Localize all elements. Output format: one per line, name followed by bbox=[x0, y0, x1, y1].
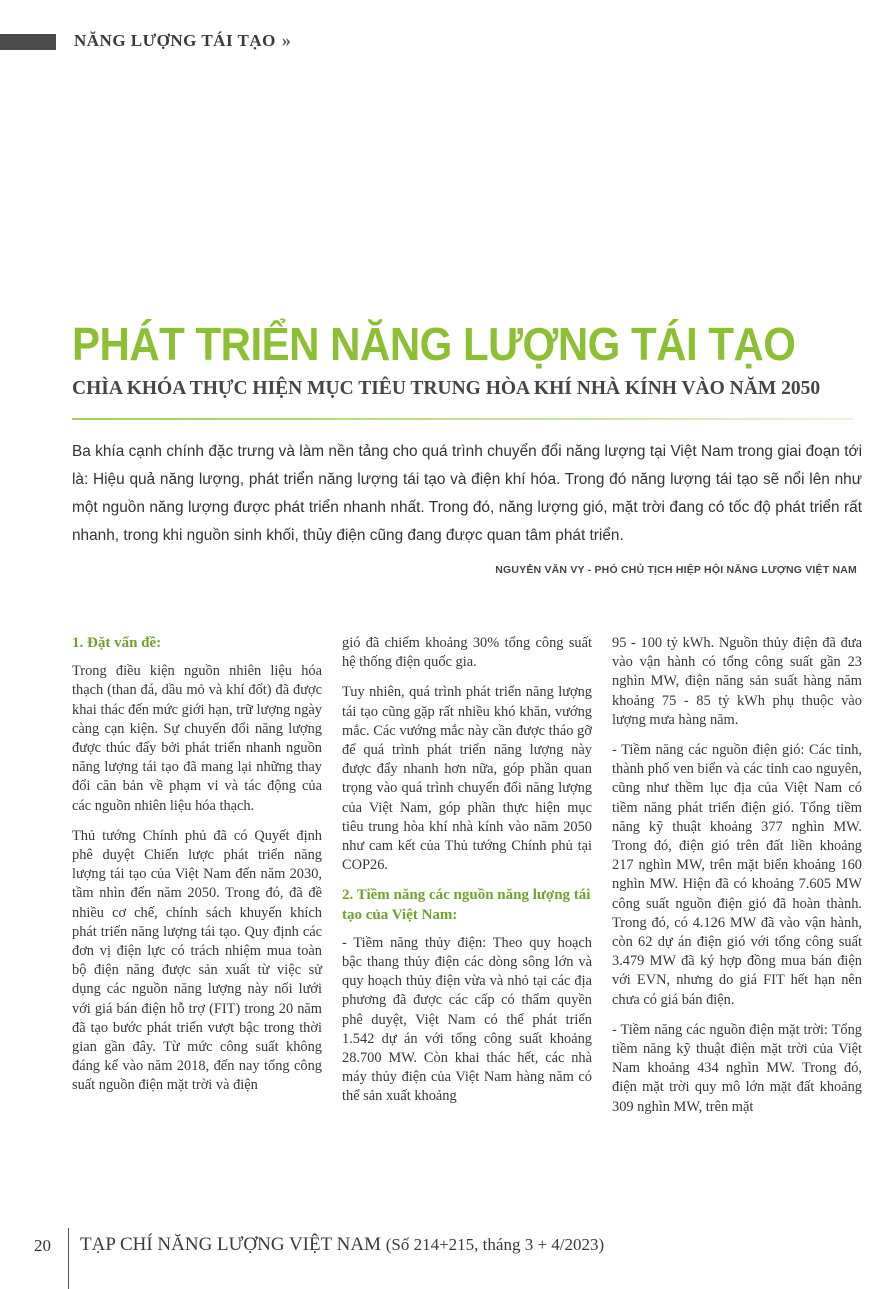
body-paragraph: - Tiềm năng thủy điện: Theo quy hoạch bậc thang thủy điện các dòng sông lớn và quy hoạch thủy điện vừa và nhỏ tại các địa phương đã được các cấp có thẩm quyền phê duyệt, Việt Nam có thể phát triển 1.542 dự án với tổng công suất khoảng 28.700 MW. Còn khai thác hết, các nhà máy thủy điện của Việt Nam hàng năm có thể sản xuất khoảng bbox=[342, 934, 592, 1105]
section-name: NĂNG LƯỢNG TÁI TẠO bbox=[74, 30, 276, 50]
body-paragraph: 95 - 100 tỷ kWh. Nguồn thủy điện đã đưa vào vận hành có tổng công suất gần 23 nghìn MW, điện năng sản suất hàng năm khoảng 75 - 85 tỷ kWh phụ thuộc vào lượng mưa hàng năm. bbox=[612, 635, 862, 728]
title-divider bbox=[72, 418, 854, 420]
body-column-1 bbox=[72, 634, 322, 1107]
section-marker-bar bbox=[0, 34, 56, 50]
body-paragraph: gió đã chiếm khoảng 30% tổng công suất hệ thống điện quốc gia. bbox=[342, 635, 592, 671]
article-subtitle: CHÌA KHÓA THỰC HIỆN MỤC TIÊU TRUNG HÒA KHÍ NHÀ KÍNH VÀO NĂM 2050 bbox=[72, 378, 821, 399]
section-heading-1: 1. Đặt vấn đề: bbox=[72, 635, 162, 651]
article-title: PHÁT TRIỂN NĂNG LƯỢNG TÁI TẠO bbox=[72, 318, 796, 370]
article-author: NGUYỄN VĂN VY - PHÓ CHỦ TỊCH HIỆP HỘI NĂNG LƯỢNG VIỆT NAM bbox=[495, 564, 857, 576]
issue-info: (Số 214+215, tháng 3 + 4/2023) bbox=[385, 1235, 605, 1254]
body-column-3 bbox=[612, 634, 862, 1128]
page-number: 20 bbox=[34, 1236, 51, 1255]
body-paragraph: - Tiềm năng các nguồn điện gió: Các tỉnh, thành phố ven biển và các tỉnh cao nguyên, cũng như thềm lục địa của Việt Nam có tiềm năng phát triển điện gió. Tổng tiềm năng kỹ thuật khoảng 377 nghìn MW. Trong đó, điện gió trên đất liền khoảng 217 nghìn MW, trên mặt biển khoảng 160 nghìn MW. Hiện đã có khoảng 7.605 MW công suất nguồn điện gió đã hoàn thành. Trong đó, có 4.126 MW đã vào vận hành, còn 62 dự án điện gió với tổng công suất 3.479 MW đã ký hợp đồng mua bán điện với EVN, nhưng do giá FIT hết hạn nên chưa có giá bán điện. bbox=[612, 742, 862, 1008]
body-paragraph: Trong điều kiện nguồn nhiên liệu hóa thạch (than đá, dầu mỏ và khí đốt) đã được khai thác đến mức giới hạn, trữ lượng ngày càng cạn kiện. Sự chuyển đổi năng lượng được thúc đẩy bởi phát triển nhanh nguồn năng lượng tái tạo đã mang lại những thay đổi căn bản về phạm vi và tác động của các nguồn nhiên liệu hóa thạch. bbox=[72, 663, 322, 814]
footer-magazine bbox=[80, 1234, 604, 1256]
body-paragraph: - Tiềm năng các nguồn điện mặt trời: Tổng tiềm năng kỹ thuật điện mặt trời của Việt Nam khoảng 434 nghìn MW. Trong đó, điện mặt trời quy mô lớn mặt đất khoảng 309 nghìn MW, trên mặt bbox=[612, 1021, 862, 1115]
section-heading-2: 2. Tiềm năng các nguồn năng lượng tái tạo của Việt Nam: bbox=[342, 887, 591, 923]
chevron-right-icon: » bbox=[281, 30, 288, 50]
body-paragraph: Thủ tướng Chính phủ đã có Quyết định phê duyệt Chiến lược phát triển năng lượng tái tạo của Việt Nam đến năm 2030, tầm nhìn đến năm 2050. Trong đó, đã đề nhiều cơ chế, chính sách khuyến khích phát triển năng lượng tái tạo. Quy định các đơn vị điện lực có trách nhiệm mua toàn bộ điện năng được sản xuất từ việc sử dụng các nguồn năng lượng này nối lưới với giá bán điện hỗ trợ (FIT) trong 20 năm đã tạo bước phát triển vượt bậc trong thời gian gần đây. Từ mức công suất không đáng kể vào năm 2018, đến nay tổng công suất nguồn điện mặt trời và điện bbox=[72, 827, 322, 1094]
article-lead: Ba khía cạnh chính đặc trưng và làm nền tảng cho quá trình chuyển đổi năng lượng tại Việt Nam trong giai đoạn tới là: Hiệu quả năng lượng, phát triển năng lượng tái tạo và điện khí hóa. Trong đó năng lượng tái tạo sẽ nổi lên như một nguồn năng lượng được phát triển nhanh nhất. Trong đó, năng lượng gió, mặt trời đang có tốc độ phát triển rất nhanh, trong khi nguồn sinh khối, thủy điện cũng đang được quan tâm phát triển. bbox=[72, 443, 862, 544]
body-paragraph: Tuy nhiên, quá trình phát triển năng lượng tái tạo cũng gặp rất nhiều khó khăn, vướng mắc. Các vướng mắc này cần được tháo gỡ để quá trình phát triển năng lượng này được đẩy nhanh hơn nữa, góp phần quan trọng vào quá trình chuyển đổi năng lượng của Việt Nam, góp phần thực hiện mục tiêu trung hòa khí nhà kính vào năm 2050 như cam kết của Thủ tướng Chính phủ tại COP26. bbox=[342, 684, 592, 874]
magazine-name: TẠP CHÍ NĂNG LƯỢNG VIỆT NAM bbox=[80, 1234, 381, 1255]
body-column-2 bbox=[342, 634, 592, 1118]
section-label bbox=[74, 30, 288, 51]
footer-divider bbox=[68, 1228, 69, 1289]
